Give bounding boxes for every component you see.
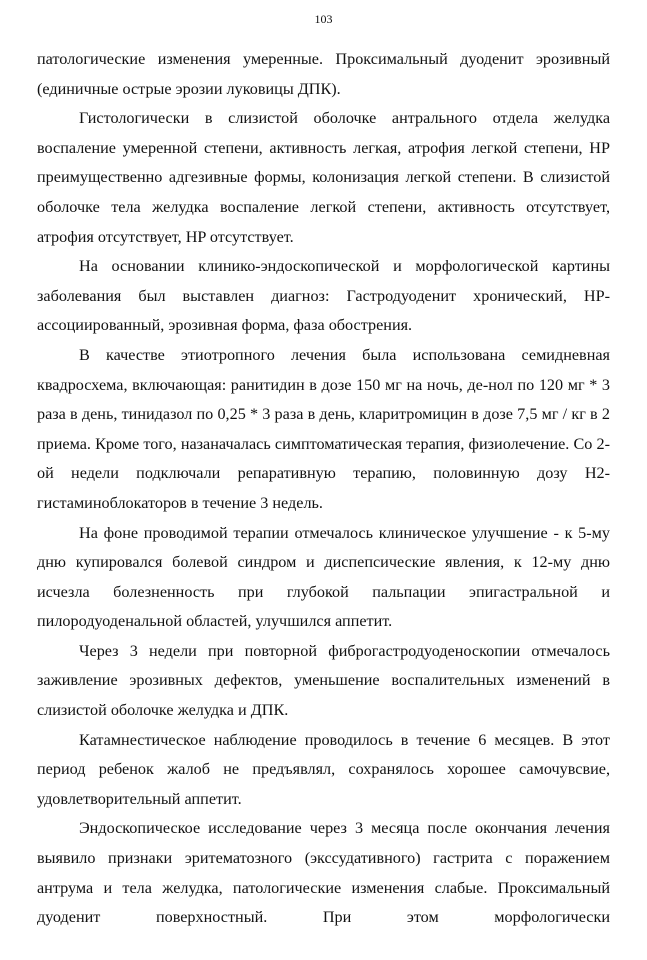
paragraph-8: Эндоскопическое исследование через 3 месяца после окончания лечения выявило признаки эритематозного (экссудативного) гастрита с поражением антрума и тела желудка, патологические изменения слабые. Проксимальный дуоденит поверхностный. При этом морфологически (37, 819, 610, 927)
paragraph-4: В качестве этиотропного лечения была использована семидневная квадросхема, включающая: ранитидин в дозе 150 мг на ночь, де-нол по 120 мг * 3 раза в день, тинидазол по 0,25 * 3 раза в день, кларитромицин в дозе 7,5 мг / кг в 2 приема. Кроме того, назаначалась симптоматическая терапия, физиолечение. Со 2-ой недели подключали репаративную терапию, половинную дозу Н2-гистаминоблокаторов в течение 3 недель. (37, 345, 610, 512)
paragraph-6: Через 3 недели при повторной фиброгастродуоденоскопии отмечалось заживление эрозивных дефектов, уменьшение воспалительных изменений в слизистой оболочке желудка и ДПК. (37, 641, 610, 720)
paragraph-1: патологические изменения умеренные. Проксимальный дуоденит эрозивный (единичные острые эрозии луковицы ДПК). (37, 50, 610, 98)
page-number: 103 (314, 12, 333, 26)
paragraph-7: Катамнестическое наблюдение проводилось в течение 6 месяцев. В этот период ребенок жалоб не предъявлял, сохранялось хорошее самочувсвие, удовлетворительный аппетит. (37, 730, 610, 808)
body-text (37, 45, 610, 933)
paragraph-2: Гистологически в слизистой оболочке антрального отдела желудка воспаление умеренной степени, активность легкая, атрофия легкой степени, HP преимущественно адгезивные формы, колонизация легкой степени. В слизистой оболочке тела желудка воспаление легкой степени, активность отсутствует, атрофия отсутствует, HP отсутствует. (37, 109, 610, 246)
paragraph-3: На основании клинико-эндоскопической и морфологической картины заболевания был выставлен диагноз: Гастродуоденит хронический, HP-ассоциированный, эрозивная форма, фаза обострения. (37, 257, 610, 335)
paragraph-5: На фоне проводимой терапии отмечалось клиническое улучшение - к 5-му дню купировался болевой синдром и диспепсические явления, к 12-му дню исчезла болезненность при глубокой пальпации эпигастральной и пилородуоденальной областей, улучшился аппетит. (37, 523, 610, 631)
